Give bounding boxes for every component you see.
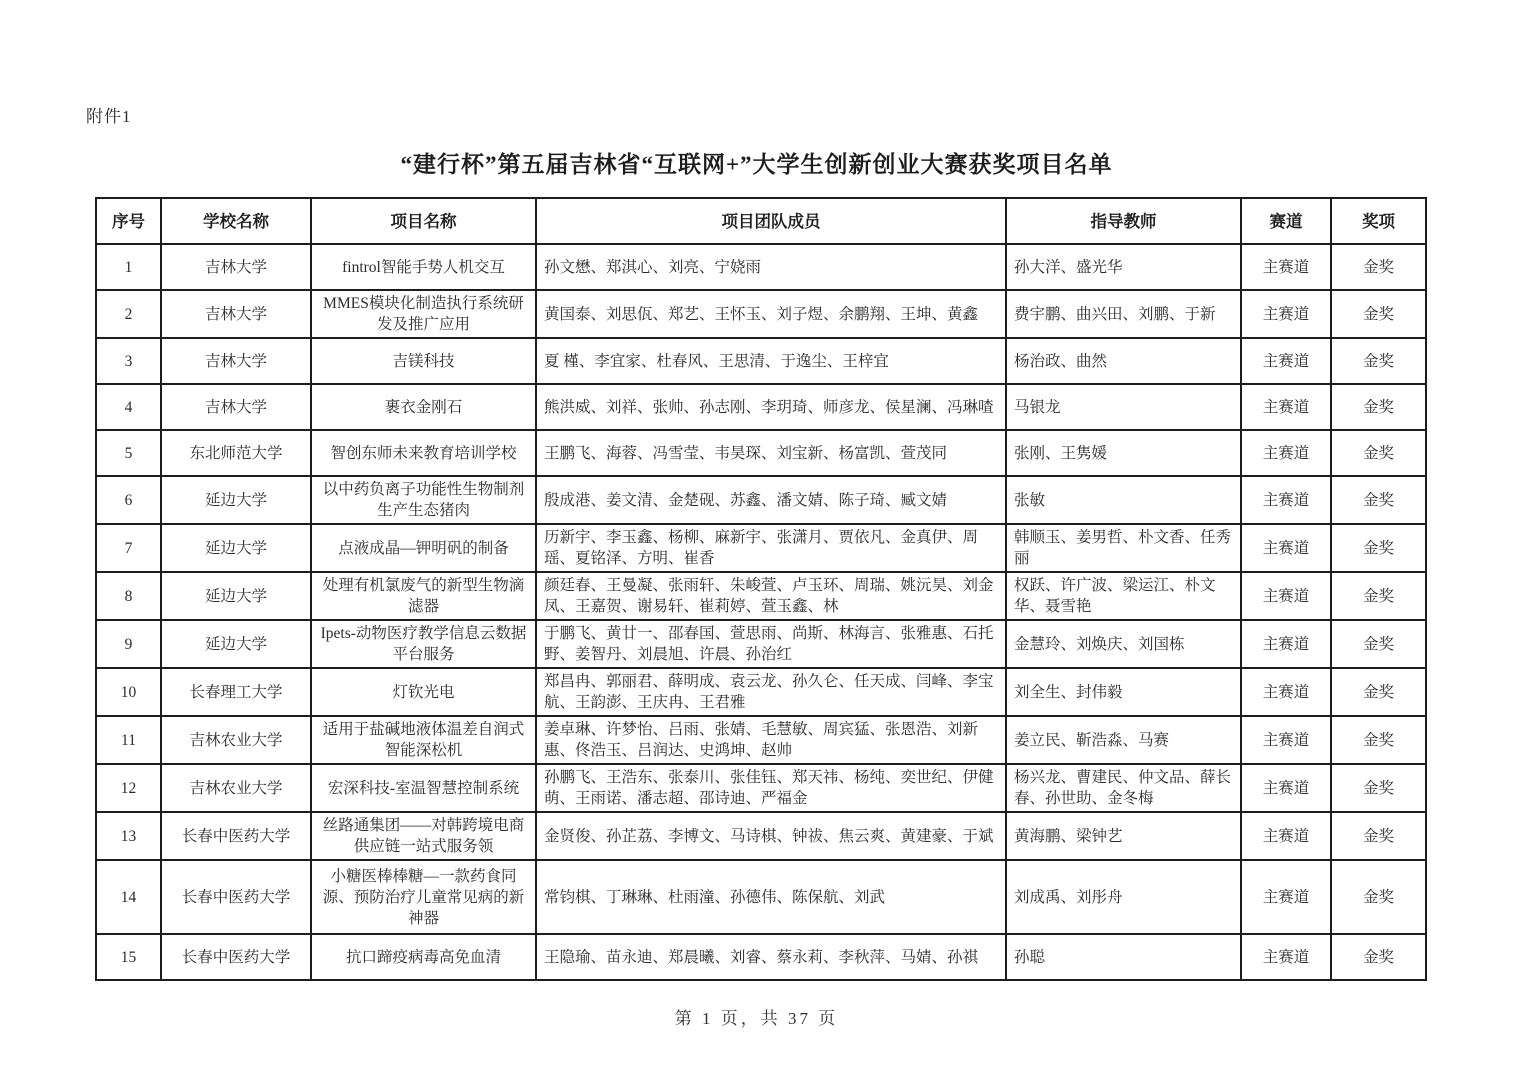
- cell-team: 黄国泰、刘思佤、郑艺、王怀玉、刘子煜、余鹏翔、王坤、黄鑫: [536, 290, 1006, 338]
- cell-award: 金奖: [1331, 764, 1426, 812]
- page-title: “建行杯”第五届吉林省“互联网+”大学生创新创业大赛获奖项目名单: [400, 152, 1113, 177]
- cell-advisors: 杨治政、曲然: [1006, 338, 1241, 384]
- col-header-team: 项目团队成员: [536, 198, 1006, 244]
- table-row: [96, 934, 1426, 980]
- cell-school: 吉林大学: [161, 244, 311, 290]
- cell-project: 以中药负离子功能性生物制剂生产生态猪肉: [311, 476, 536, 524]
- cell-advisors: 孙大洋、盛光华: [1006, 244, 1241, 290]
- cell-team: 熊洪威、刘祥、张帅、孙志刚、李玥琦、师彦龙、侯星澜、冯琳喳: [536, 384, 1006, 430]
- cell-track: 主赛道: [1241, 572, 1331, 620]
- cell-school: 长春中医药大学: [161, 860, 311, 934]
- cell-school: 东北师范大学: [161, 430, 311, 476]
- cell-team: 姜卓琳、许梦怡、吕雨、张婧、毛慧敏、周宾猛、张恩浩、刘新惠、佟浩玉、吕润达、史鸿坤、赵帅: [536, 716, 1006, 764]
- cell-award: 金奖: [1331, 668, 1426, 716]
- cell-advisors: 刘全生、封伟毅: [1006, 668, 1241, 716]
- cell-project: 丝路通集团——对韩跨境电商供应链一站式服务领: [311, 812, 536, 860]
- cell-team: 王鹏飞、海蓉、冯雪莹、韦昊琛、刘宝新、杨富凯、萱茂同: [536, 430, 1006, 476]
- cell-track: 主赛道: [1241, 620, 1331, 668]
- cell-school: 长春中医药大学: [161, 812, 311, 860]
- table-row: [96, 764, 1426, 812]
- col-header-track: 赛道: [1241, 198, 1331, 244]
- cell-project: 适用于盐碱地液体温差自润式智能深松机: [311, 716, 536, 764]
- cell-project: 处理有机氯废气的新型生物滴滤器: [311, 572, 536, 620]
- cell-school: 延边大学: [161, 620, 311, 668]
- col-header-project: 项目名称: [311, 198, 536, 244]
- table-row: [96, 812, 1426, 860]
- cell-team: 孙文懋、郑淇心、刘亮、宁娆雨: [536, 244, 1006, 290]
- cell-track: 主赛道: [1241, 716, 1331, 764]
- cell-track: 主赛道: [1241, 934, 1331, 980]
- table-row: [96, 338, 1426, 384]
- table-row: [96, 476, 1426, 524]
- cell-project: 智创东师未来教育培训学校: [311, 430, 536, 476]
- cell-no: 4: [96, 384, 161, 430]
- table-row: [96, 384, 1426, 430]
- cell-no: 10: [96, 668, 161, 716]
- cell-no: 2: [96, 290, 161, 338]
- cell-no: 12: [96, 764, 161, 812]
- table-row: [96, 430, 1426, 476]
- cell-project: 裹衣金刚石: [311, 384, 536, 430]
- cell-advisors: 孙聪: [1006, 934, 1241, 980]
- cell-school: 吉林大学: [161, 384, 311, 430]
- cell-track: 主赛道: [1241, 860, 1331, 934]
- cell-award: 金奖: [1331, 620, 1426, 668]
- table-row: [96, 290, 1426, 338]
- cell-team: 殷成港、姜文清、金楚砚、苏鑫、潘文婧、陈子琦、臧文婧: [536, 476, 1006, 524]
- cell-team: 颜廷春、王曼凝、张雨轩、朱峻萱、卢玉环、周瑞、姚沅昊、刘金凤、王嘉贺、谢易轩、崔莉婷、萱玉鑫、林: [536, 572, 1006, 620]
- table-row: [96, 572, 1426, 620]
- cell-award: 金奖: [1331, 338, 1426, 384]
- attachment-label: 附件1: [86, 107, 132, 126]
- cell-team: 于鹏飞、黄廿一、邵春国、萱思雨、尚斯、林海言、张雅惠、石托野、姜智丹、刘晨旭、许晨、孙治红: [536, 620, 1006, 668]
- cell-advisors: 黄海鹏、梁钟艺: [1006, 812, 1241, 860]
- table-row: [96, 716, 1426, 764]
- cell-advisors: 韩顺玉、姜男哲、朴文香、任秀丽: [1006, 524, 1241, 572]
- cell-project: Ipets-动物医疗教学信息云数据平台服务: [311, 620, 536, 668]
- awards-table-container: [95, 197, 1425, 981]
- cell-school: 长春中医药大学: [161, 934, 311, 980]
- cell-team: 常钧棋、丁琳琳、杜雨潼、孙德伟、陈保航、刘武: [536, 860, 1006, 934]
- awards-table: [95, 197, 1427, 981]
- col-header-no: 序号: [96, 198, 161, 244]
- cell-award: 金奖: [1331, 430, 1426, 476]
- cell-no: 13: [96, 812, 161, 860]
- cell-advisors: 刘成禹、刘彤舟: [1006, 860, 1241, 934]
- cell-award: 金奖: [1331, 384, 1426, 430]
- cell-project: 宏深科技-室温智慧控制系统: [311, 764, 536, 812]
- cell-award: 金奖: [1331, 476, 1426, 524]
- cell-advisors: 姜立民、靳浩淼、马赛: [1006, 716, 1241, 764]
- cell-team: 孙鹏飞、王浩东、张泰川、张佳钰、郑天祎、杨纯、奕世纪、伊健萌、王雨诺、潘志超、邵诗迪、严福金: [536, 764, 1006, 812]
- cell-track: 主赛道: [1241, 338, 1331, 384]
- cell-track: 主赛道: [1241, 812, 1331, 860]
- cell-no: 11: [96, 716, 161, 764]
- cell-team: 历新宇、李玉鑫、杨柳、麻新宇、张潇月、贾依凡、金真伊、周瑶、夏铭泽、方明、崔香: [536, 524, 1006, 572]
- cell-track: 主赛道: [1241, 290, 1331, 338]
- cell-advisors: 张敏: [1006, 476, 1241, 524]
- cell-track: 主赛道: [1241, 476, 1331, 524]
- cell-track: 主赛道: [1241, 430, 1331, 476]
- cell-school: 吉林农业大学: [161, 716, 311, 764]
- cell-no: 1: [96, 244, 161, 290]
- cell-school: 长春理工大学: [161, 668, 311, 716]
- col-header-school: 学校名称: [161, 198, 311, 244]
- cell-award: 金奖: [1331, 572, 1426, 620]
- table-row: [96, 524, 1426, 572]
- cell-advisors: 杨兴龙、曹建民、仲文品、薛长春、孙世助、金冬梅: [1006, 764, 1241, 812]
- cell-project: 抗口蹄疫病毒高免血清: [311, 934, 536, 980]
- cell-project: 吉镁科技: [311, 338, 536, 384]
- cell-school: 吉林大学: [161, 290, 311, 338]
- cell-project: 灯钦光电: [311, 668, 536, 716]
- cell-award: 金奖: [1331, 290, 1426, 338]
- cell-award: 金奖: [1331, 860, 1426, 934]
- cell-advisors: 权跃、许广波、梁运江、朴文华、聂雪艳: [1006, 572, 1241, 620]
- cell-project: MMES模块化制造执行系统研发及推广应用: [311, 290, 536, 338]
- cell-no: 5: [96, 430, 161, 476]
- table-row: [96, 244, 1426, 290]
- cell-no: 3: [96, 338, 161, 384]
- cell-track: 主赛道: [1241, 524, 1331, 572]
- cell-award: 金奖: [1331, 934, 1426, 980]
- cell-advisors: 张刚、王隽媛: [1006, 430, 1241, 476]
- cell-no: 15: [96, 934, 161, 980]
- page-number: 第 1 页，共 37 页: [674, 1009, 839, 1028]
- cell-school: 延边大学: [161, 572, 311, 620]
- table-row: [96, 620, 1426, 668]
- cell-project: fintrol智能手势人机交互: [311, 244, 536, 290]
- cell-advisors: 金慧玲、刘焕庆、刘国栋: [1006, 620, 1241, 668]
- cell-school: 吉林农业大学: [161, 764, 311, 812]
- table-row: [96, 668, 1426, 716]
- cell-track: 主赛道: [1241, 384, 1331, 430]
- cell-award: 金奖: [1331, 812, 1426, 860]
- cell-project: 小糖医棒棒糖—一款药食同源、预防治疗儿童常见病的新神器: [311, 860, 536, 934]
- col-header-award: 奖项: [1331, 198, 1426, 244]
- cell-team: 夏 槿、李宜家、杜春风、王思清、于逸尘、王梓宜: [536, 338, 1006, 384]
- cell-team: 金贤俊、孙芷荔、李博文、马诗棋、钟祓、焦云爽、黄建豪、于斌: [536, 812, 1006, 860]
- cell-award: 金奖: [1331, 524, 1426, 572]
- cell-school: 延边大学: [161, 476, 311, 524]
- cell-no: 14: [96, 860, 161, 934]
- cell-no: 8: [96, 572, 161, 620]
- cell-track: 主赛道: [1241, 244, 1331, 290]
- cell-advisors: 马银龙: [1006, 384, 1241, 430]
- cell-no: 9: [96, 620, 161, 668]
- cell-project: 点液成晶—钾明矾的制备: [311, 524, 536, 572]
- cell-track: 主赛道: [1241, 764, 1331, 812]
- cell-team: 郑昌冉、郭丽君、薛明成、袁云龙、孙久仑、任天成、闫峰、李宝航、王韵澎、王庆冉、王君雅: [536, 668, 1006, 716]
- cell-school: 延边大学: [161, 524, 311, 572]
- cell-award: 金奖: [1331, 716, 1426, 764]
- cell-team: 王隐瑜、苗永迪、郑晨曦、刘睿、蔡永莉、李秋萍、马婧、孙祺: [536, 934, 1006, 980]
- cell-school: 吉林大学: [161, 338, 311, 384]
- cell-no: 7: [96, 524, 161, 572]
- awards-table-body: [96, 244, 1426, 980]
- table-row: [96, 860, 1426, 934]
- cell-no: 6: [96, 476, 161, 524]
- cell-advisors: 费宇鹏、曲兴田、刘鹏、于新: [1006, 290, 1241, 338]
- cell-award: 金奖: [1331, 244, 1426, 290]
- col-header-advisors: 指导教师: [1006, 198, 1241, 244]
- table-header-row: [96, 198, 1426, 244]
- cell-track: 主赛道: [1241, 668, 1331, 716]
